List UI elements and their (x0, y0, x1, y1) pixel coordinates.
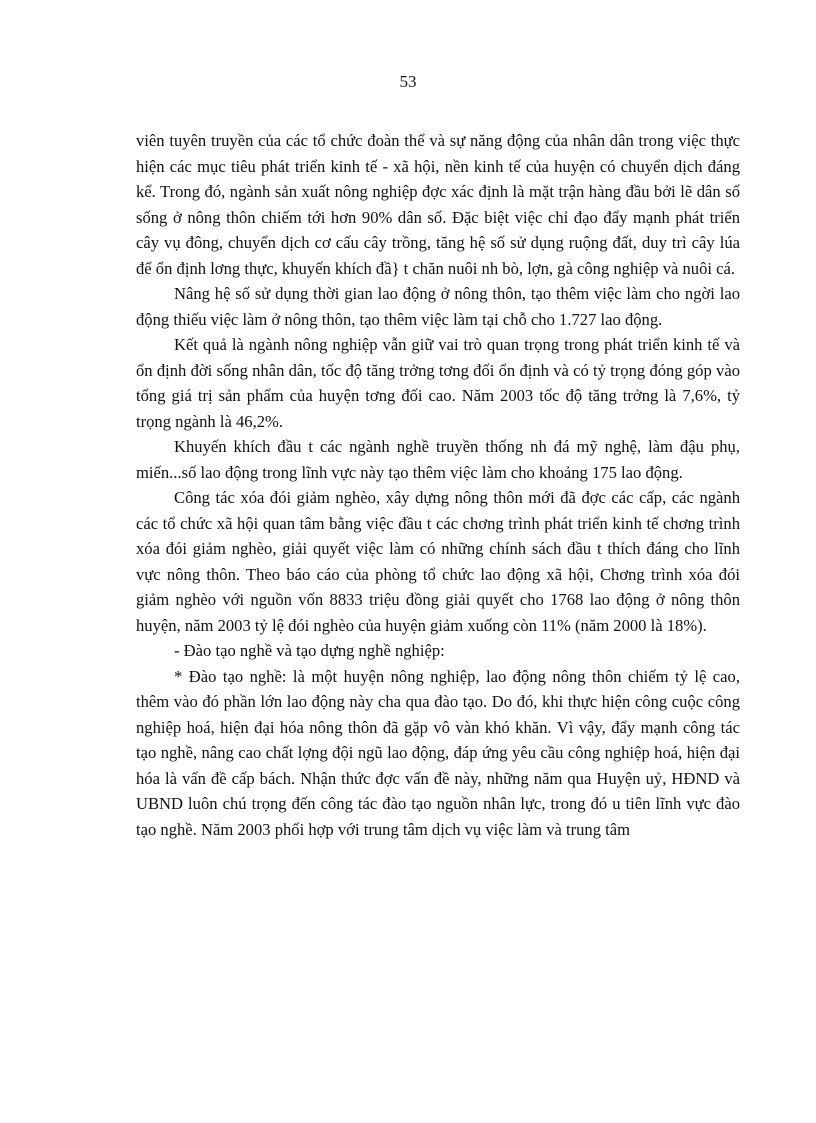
paragraph-agriculture-results: Kết quả là ngành nông nghiệp vẫn giữ vai trò quan trọng trong phát triển kinh tế và ổn định đời sống nhân dân, tốc độ tăng trởng tơng đối ổn định và có tỷ trọng đóng góp vào tổng giá trị sản phẩm của huyện tơng đối cao. Năm 2003 tốc độ tăng trởng là 7,6%, tỷ trọng ngành là 46,2%. (136, 335, 740, 431)
body-text (136, 128, 740, 842)
paragraph-traditional-crafts: Khuyến khích đầu t các ngành nghề truyền thống nh đá mỹ nghệ, làm đậu phụ, miến...số lao động trong lĩnh vực này tạo thêm việc làm cho khoảng 175 lao động. (136, 437, 740, 482)
section-heading-vocational-training: - Đào tạo nghề và tạo dựng nghề nghiệp: (174, 641, 445, 660)
paragraph-labor-time: Nâng hệ số sử dụng thời gian lao động ở nông thôn, tạo thêm việc làm cho ngời lao động thiếu việc làm ở nông thôn, tạo thêm việc làm tại chỗ cho 1.727 lao động. (136, 284, 740, 329)
page-number: 53 (399, 72, 417, 91)
paragraph-vocational-training: * Đào tạo nghề: là một huyện nông nghiệp, lao động nông thôn chiếm tỷ lệ cao, thêm vào đó phần lớn lao động này cha qua đào tạo. Do đó, khi thực hiện công cuộc công nghiệp hoá, hiện đại hóa nông thôn đã gặp vô vàn khó khăn. Vì vậy, đẩy mạnh công tác tạo nghề, nâng cao chất lợng đội ngũ lao động, đáp ứng yêu cầu công nghiệp hoá, hiện đại hóa là vấn đề cấp bách. Nhận thức đợc vấn đề này, những năm qua Huyện uỷ, HĐND và UBND luôn chú trọng đến công tác đào tạo nguồn nhân lực, trong đó u tiên lĩnh vực đào tạo nghề. Năm 2003 phối hợp với trung tâm dịch vụ việc làm và trung tâm (136, 666, 740, 839)
paragraph-poverty-reduction: Công tác xóa đói giảm nghèo, xây dựng nông thôn mới đã đợc các cấp, các ngành các tổ chức xã hội quan tâm bằng việc đầu t các chơng trình phát triển kinh tế chơng trình xóa đói giảm nghèo, giải quyết việc làm có những chính sách đầu t thích đáng cho lĩnh vực nông thôn. Theo báo cáo của phòng tổ chức lao động xã hội, Chơng trình xóa đói giảm nghèo với nguồn vốn 8833 triệu đồng giải quyết cho 1768 lao động ở nông thôn huyện, năm 2003 tỷ lệ đói nghèo của huyện giảm xuống còn 11% (năm 2000 là 18%). (136, 488, 740, 635)
paragraph-economy-shift: viên tuyên truyền của các tổ chức đoàn thể và sự năng động của nhân dân trong việc thực hiện các mục tiêu phát triển kinh tế - xã hội, nền kinh tế của huyện có chuyển dịch đáng kể. Trong đó, ngành sản xuất nông nghiệp đợc xác định là mặt trận hàng đầu bởi lẽ dân số sống ở nông thôn chiếm tới hơn 90% dân số. Đặc biệt việc chỉ đạo đẩy mạnh phát triển cây vụ đông, chuyển dịch cơ cấu cây trồng, tăng hệ số sử dụng ruộng đất, duy trì cây lúa để ổn định lơng thực, khuyến khích đầ} t chăn nuôi nh bò, lợn, gà công nghiệp và nuôi cá. (136, 131, 740, 278)
